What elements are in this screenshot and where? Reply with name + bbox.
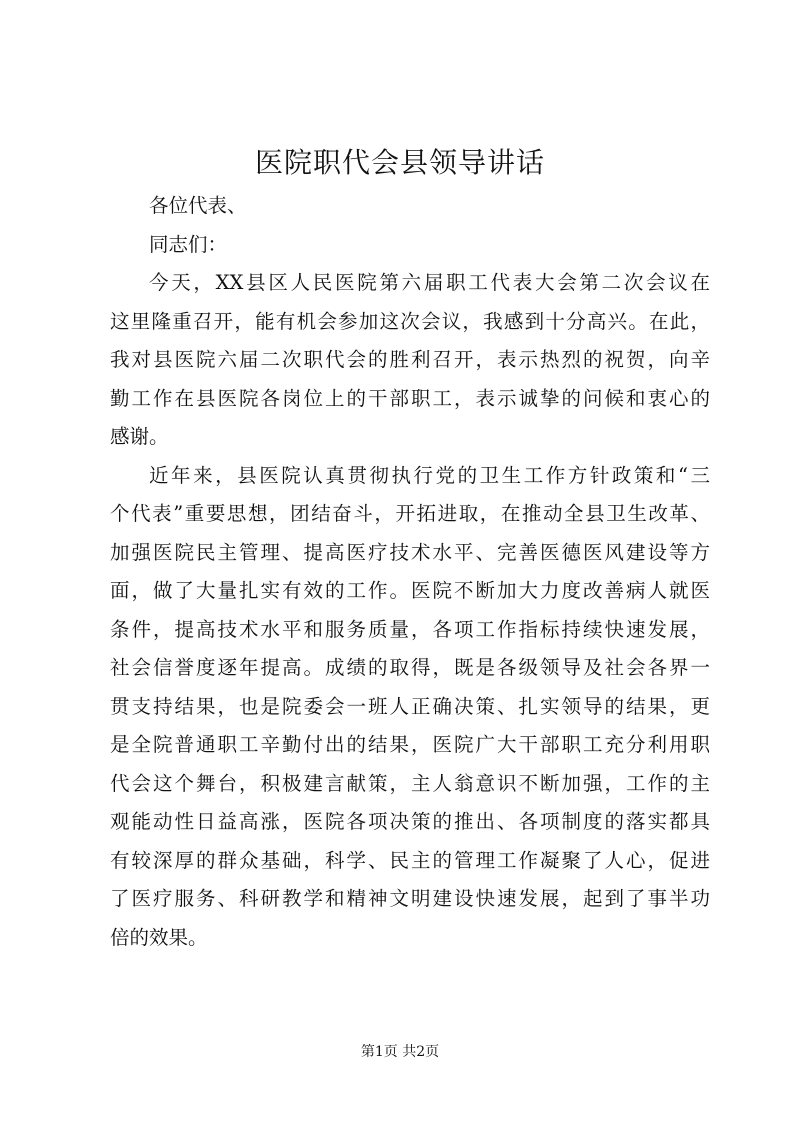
paragraph-line: 代会这个舞台，积极建言献策，主人翁意识不断加强，工作的主 [110, 771, 710, 795]
paragraph-line: 贯支持结果，也是院委会一班人正确决策、扎实领导的结果，更 [110, 694, 710, 718]
paragraph-line: 是全院普通职工辛勤付出的结果，医院广大干部职工充分利用职 [110, 733, 710, 756]
salutation-line: 各位代表、 [149, 194, 247, 217]
paragraph-line: 个代表”重要思想，团结奋斗，开拓进取，在推动全县卫生改革、 [110, 502, 710, 525]
paragraph-line: 社会信誉度逐年提高。成绩的取得，既是各级领导及社会各界一 [110, 656, 710, 679]
paragraph-line: 我对县医院六届二次职代会的胜利召开，表示热烈的祝贺，向辛 [110, 348, 710, 371]
paragraph-line: 今天，XX县区人民医院第六届职工代表大会第二次会议在 [149, 271, 710, 294]
paragraph-line: 加强医院民主管理、提高医疗技术水平、完善医德医风建设等方 [110, 540, 710, 564]
paragraph-line: 倍的效果。 [110, 925, 208, 949]
paragraph-line: 面，做了大量扎实有效的工作。医院不断加大力度改善病人就医 [110, 579, 710, 602]
paragraph-line: 感谢。 [110, 425, 169, 448]
paragraph-line: 了医疗服务、科研教学和精神文明建设快速发展，起到了事半功 [110, 887, 710, 910]
paragraph-line: 有较深厚的群众基础，科学、民主的管理工作凝聚了人心，促进 [110, 848, 710, 872]
paragraph-line: 这里隆重召开，能有机会参加这次会议，我感到十分高兴。在此， [110, 309, 710, 333]
paragraph-line: 观能动性日益高涨，医院各项决策的推出、各项制度的落实都具 [110, 810, 710, 833]
document-body [110, 187, 710, 957]
paragraph-line: 勤工作在县医院各岗位上的干部职工，表示诚挚的问候和衷心的 [110, 386, 710, 410]
paragraph-line: 条件，提高技术水平和服务质量，各项工作指标持续快速发展， [110, 617, 710, 641]
document-title: 医院职代会县领导讲话 [254, 146, 545, 179]
salutation-line: 同志们： [149, 232, 228, 256]
paragraph-line: 近年来，县医院认真贯彻执行党的卫生工作方针政策和“三 [149, 463, 710, 487]
page-indicator: 第1页 共2页 [360, 1044, 440, 1060]
